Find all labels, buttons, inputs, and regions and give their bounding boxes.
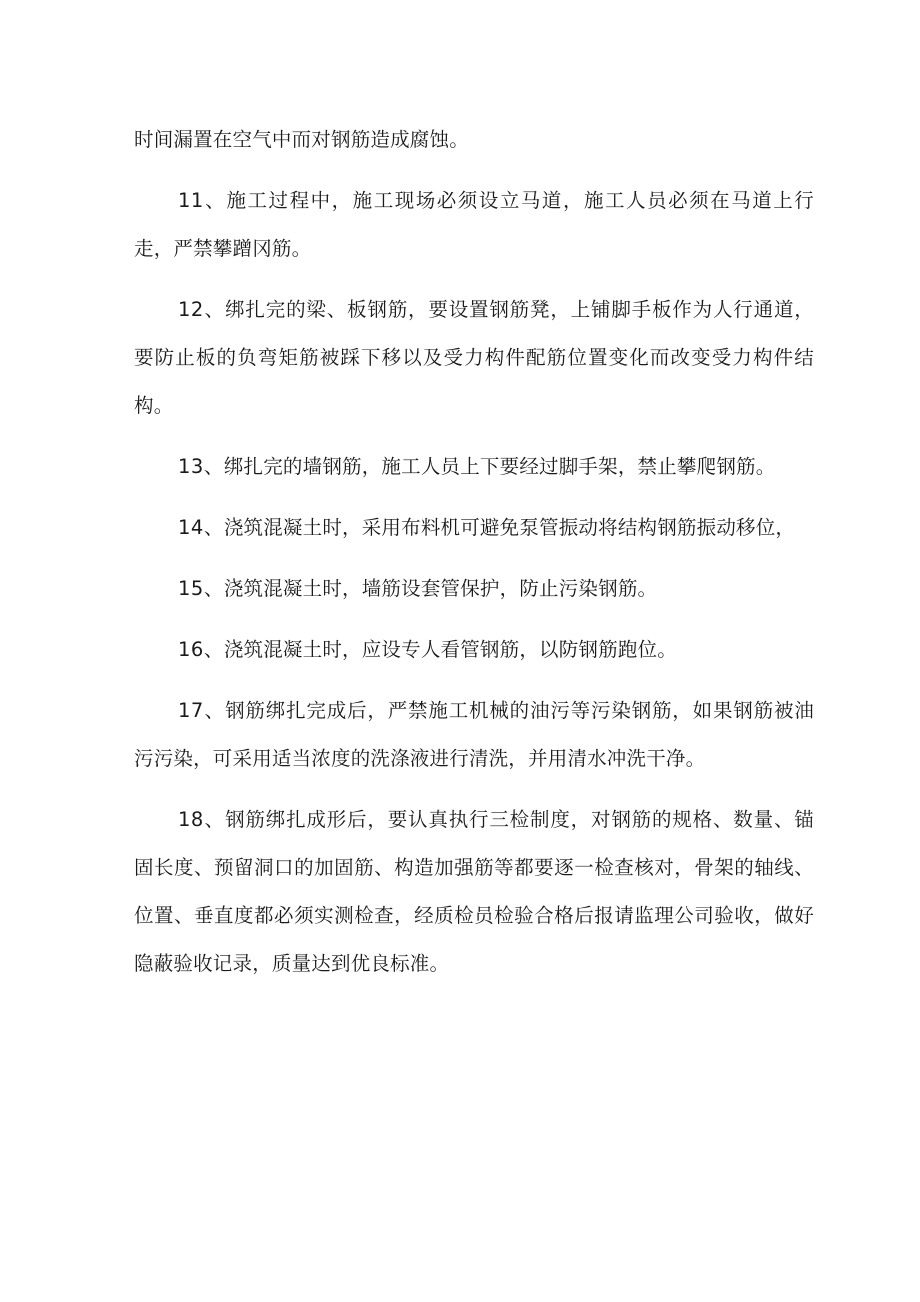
paragraph-continuation <box>134 116 814 164</box>
paragraph-text: 浇筑混凝土时，应设专人看管钢筋，以防钢筋跑位。 <box>223 638 677 661</box>
paragraph-text: 绑扎完的梁、板钢筋，要设置钢筋凳，上铺脚手板作为人行通道，要防止板的负弯矩筋被踩下移以及受力构件配筋位置变化而改变受力构件结构。 <box>134 298 814 417</box>
paragraph-text: 浇筑混凝土时，墙筋设套管保护，防止污染钢筋。 <box>223 577 658 600</box>
document-body <box>134 116 814 1001</box>
paragraph-item-18 <box>134 796 814 988</box>
paragraph-text: 时间漏置在空气中而对钢筋造成腐蚀。 <box>134 128 469 151</box>
paragraph-item-16 <box>134 626 814 674</box>
item-number: 14、 <box>178 516 224 539</box>
paragraph-text: 施工过程中，施工现场必须设立马道，施工人员必须在马道上行走，严禁攀蹭冈筋。 <box>134 189 814 260</box>
paragraph-text: 钢筋绑扎完成后，严禁施工机械的油污等污染钢筋，如果钢筋被油污污染，可采用适当浓度的洗涤液进行清洗，并用清水冲洗干净。 <box>134 699 814 770</box>
paragraph-item-13 <box>134 443 814 491</box>
paragraph-item-15 <box>134 565 814 613</box>
item-number: 18、 <box>178 808 226 831</box>
paragraph-item-12 <box>134 286 814 430</box>
item-number: 13、 <box>178 455 224 478</box>
paragraph-text: 钢筋绑扎成形后，要认真执行三检制度，对钢筋的规格、数量、锚固长度、预留洞口的加固筋、构造加强筋等都要逐一检查核对，骨架的轴线、位置、垂直度都必须实测检查，经质检员检验合格后报请监理公司验收，做好隐蔽验收记录，质量达到优良标准。 <box>134 808 814 975</box>
paragraph-item-14 <box>134 504 814 552</box>
item-number: 11、 <box>178 189 227 212</box>
paragraph-item-17 <box>134 687 814 783</box>
paragraph-item-11 <box>134 177 814 273</box>
item-number: 15、 <box>178 577 224 600</box>
item-number: 16、 <box>178 638 224 661</box>
item-number: 17、 <box>178 699 226 722</box>
paragraph-text: 浇筑混凝土时，采用布料机可避免泵管振动将结构钢筋振动移位， <box>223 516 796 539</box>
item-number: 12、 <box>178 298 226 321</box>
paragraph-text: 绑扎完的墙钢筋，施工人员上下要经过脚手架，禁止攀爬钢筋。 <box>223 455 776 478</box>
